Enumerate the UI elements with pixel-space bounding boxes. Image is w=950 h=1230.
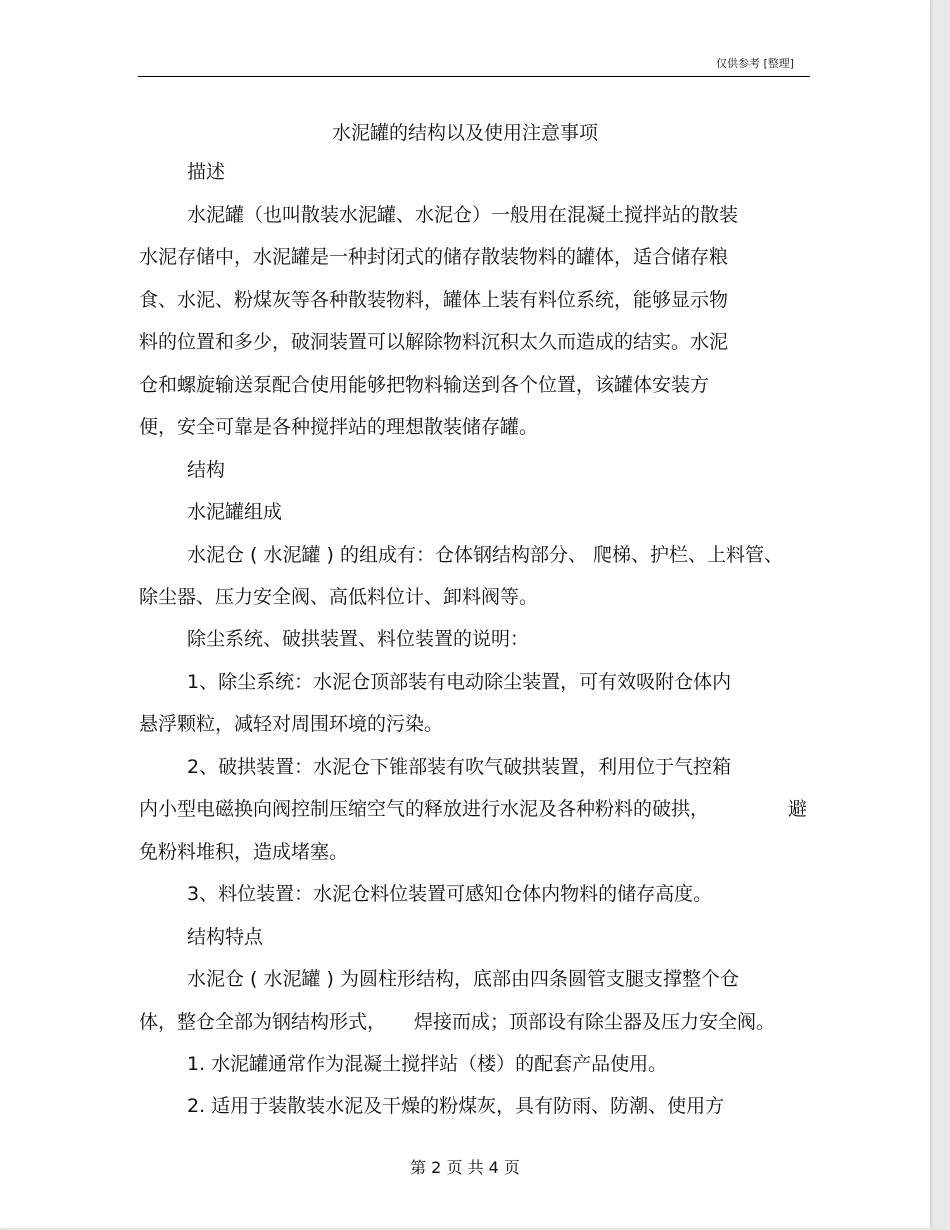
paragraph-line: 体，整仓全部为钢结构形式， xyxy=(139,1011,387,1033)
document-title: 水泥罐的结构以及使用注意事项 xyxy=(331,122,598,144)
paragraph-line: 除尘器、压力安全阀、高低料位计、卸料阀等。 xyxy=(139,586,539,608)
paragraph-line: 除尘系统、破拱装置、料位装置的说明： xyxy=(187,628,530,650)
paragraph-line: 内小型电磁换向阀控制压缩空气的释放进行水泥及各种粉料的破拱， xyxy=(139,798,710,820)
heading-structure-features: 结构特点 xyxy=(187,926,264,948)
paragraph-line: 水泥存储中，水泥罐是一种封闭式的储存散装物料的罐体，适合储存粮 xyxy=(139,246,729,268)
heading-structure: 结构 xyxy=(187,459,226,481)
paragraph-line: 仓和螺旋输送泵配合使用能够把物料输送到各个位置，该罐体安装方 xyxy=(139,374,710,396)
paragraph-line-fragment: 避 xyxy=(788,798,808,820)
numbered-item-1: 1. 水泥罐通常作为混凝土搅拌站（楼）的配套产品使用。 xyxy=(187,1053,668,1075)
header-note: 仅供参考 [整理] xyxy=(716,57,795,70)
heading-composition: 水泥罐组成 xyxy=(187,501,283,523)
paragraph-line: 悬浮颗粒，减轻对周围环境的污染。 xyxy=(139,713,444,735)
paragraph-line: 食、水泥、粉煤灰等各种散装物料，罐体上装有料位系统，能够显示物 xyxy=(139,289,729,311)
paragraph-line: 水泥仓 ( 水泥罐 ) 的组成有：仓体钢结构部分、 爬梯、护栏、上料管、 xyxy=(187,544,784,566)
heading-describe: 描述 xyxy=(187,161,226,183)
paragraph-line: 免粉料堆积，造成堵塞。 xyxy=(139,841,349,863)
list-item-level-device: 3、料位装置：水泥仓料位装置可感知仓体内物料的储存高度。 xyxy=(187,883,713,905)
paragraph-line: 水泥罐（也叫散装水泥罐、水泥仓）一般用在混凝土搅拌站的散装 xyxy=(187,204,739,226)
numbered-item-2: 2. 适用于装散装水泥及干燥的粉煤灰，具有防雨、防潮、使用方 xyxy=(187,1095,725,1117)
header-divider xyxy=(138,76,810,77)
paragraph-line: 料的位置和多少，破洞装置可以解除物料沉积太久而造成的结实。水泥 xyxy=(139,331,729,353)
paragraph-line-fragment: 焊接而成；顶部设有除尘器及压力安全阀。 xyxy=(414,1011,776,1033)
list-item-arch-breaking: 2、破拱装置：水泥仓下锥部装有吹气破拱装置，利用位于气控箱 xyxy=(187,756,732,778)
paragraph-line: 便，安全可靠是各种搅拌站的理想散装储存罐。 xyxy=(139,416,539,438)
page-number-footer: 第 2 页 共 4 页 xyxy=(410,1158,520,1177)
list-item-dust-removal: 1、除尘系统：水泥仓顶部装有电动除尘装置，可有效吸附仓体内 xyxy=(187,671,732,693)
paragraph-line: 水泥仓 ( 水泥罐 ) 为圆柱形结构，底部由四条圆管支腿支撑整个仓 xyxy=(187,968,739,990)
